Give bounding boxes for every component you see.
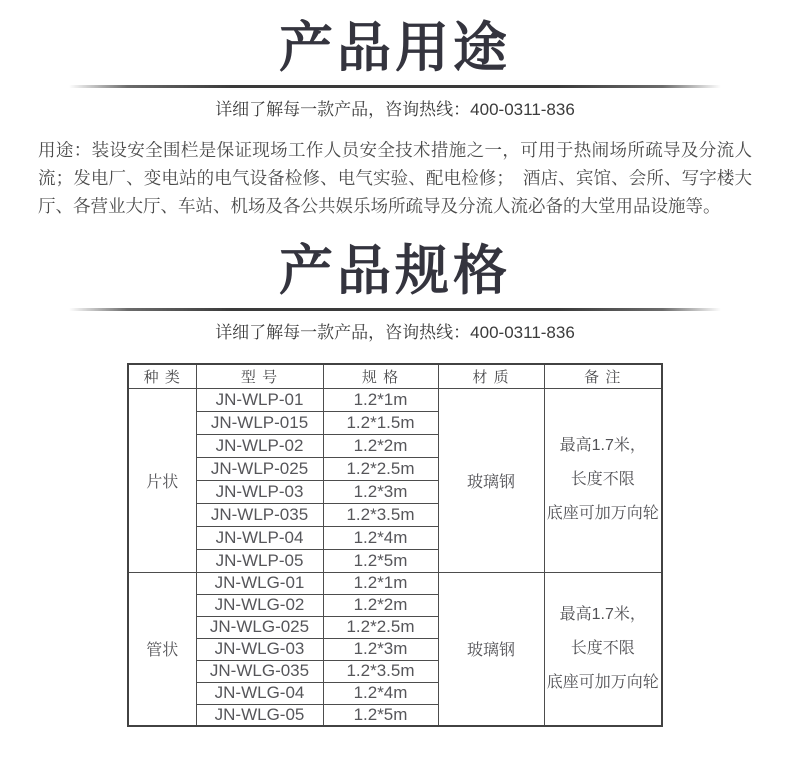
- material-cell: 玻璃钢: [438, 388, 544, 572]
- spec-section-title: 产品规格: [279, 241, 511, 302]
- model-cell: JN-WLG-03: [196, 638, 323, 660]
- spec-cell: 1.2*3m: [323, 638, 438, 660]
- note-cell: [544, 388, 662, 572]
- title-divider-line: [69, 85, 721, 88]
- note-line: 长度不限: [570, 639, 635, 657]
- spec-col-header: 型 号: [196, 364, 323, 388]
- spec-cell: 1.2*2m: [323, 434, 438, 457]
- model-cell: JN-WLP-025: [196, 457, 323, 480]
- category-cell: 片状: [128, 388, 196, 572]
- spec-cell: 1.2*2.5m: [323, 457, 438, 480]
- spec-cell: 1.2*3.5m: [323, 503, 438, 526]
- note-line: 最高1.7米，: [559, 605, 646, 623]
- spec-table: [127, 363, 663, 727]
- model-cell: JN-WLG-025: [196, 616, 323, 638]
- spec-cell: 1.2*5m: [323, 549, 438, 572]
- model-cell: JN-WLP-015: [196, 411, 323, 434]
- spec-cell: 1.2*2.5m: [323, 616, 438, 638]
- model-cell: JN-WLG-05: [196, 704, 323, 726]
- usage-section: [0, 0, 790, 220]
- spec-table-row: [128, 572, 662, 594]
- header-row: [128, 364, 662, 388]
- model-cell: JN-WLG-02: [196, 594, 323, 616]
- spec-cell: 1.2*3.5m: [323, 660, 438, 682]
- spec-cell: 1.2*4m: [323, 526, 438, 549]
- spec-cell: 1.2*1.5m: [323, 411, 438, 434]
- model-cell: JN-WLG-035: [196, 660, 323, 682]
- spec-cell: 1.2*2m: [323, 594, 438, 616]
- note-line: 底座可加万向轮: [546, 505, 659, 523]
- note-line: 长度不限: [570, 471, 635, 489]
- note-cell: [544, 572, 662, 726]
- spec-hotline-text: 详细了解每一款产品，咨询热线：400-0311-836: [215, 323, 575, 343]
- spec-cell: 1.2*4m: [323, 682, 438, 704]
- usage-hotline-text: 详细了解每一款产品，咨询热线：400-0311-836: [215, 100, 575, 120]
- spec-cell: 1.2*1m: [323, 572, 438, 594]
- spec-section: [0, 241, 790, 727]
- spec-table-header: [128, 364, 662, 388]
- spec-cell: 1.2*3m: [323, 480, 438, 503]
- model-cell: JN-WLG-01: [196, 572, 323, 594]
- model-cell: JN-WLP-03: [196, 480, 323, 503]
- spec-col-header: 材 质: [438, 364, 544, 388]
- model-cell: JN-WLP-01: [196, 388, 323, 411]
- material-cell: 玻璃钢: [438, 572, 544, 726]
- model-cell: JN-WLP-02: [196, 434, 323, 457]
- title-divider-line: [69, 308, 721, 311]
- category-cell: 管状: [128, 572, 196, 726]
- note-line: 最高1.7米，: [559, 437, 646, 455]
- spec-col-header: 规 格: [323, 364, 438, 388]
- model-cell: JN-WLP-04: [196, 526, 323, 549]
- model-cell: JN-WLG-04: [196, 682, 323, 704]
- spec-col-header: 备 注: [544, 364, 662, 388]
- model-cell: JN-WLP-035: [196, 503, 323, 526]
- usage-paragraph: 用途：装设安全围栏是保证现场工作人员安全技术措施之一，可用于热闹场所疏导及分流人流；发电厂、变电站的电气设备检修、电气实验、配电检修； 酒店、宾馆、会所、写字楼大厅、各营业大厅、车站、机场及各公共娱乐场所疏导及分流人流必备的大堂用品设施等。: [38, 140, 752, 217]
- usage-section-title: 产品用途: [279, 18, 511, 78]
- spec-col-header: 种 类: [128, 364, 196, 388]
- spec-table-row: [128, 388, 662, 411]
- spec-table-body: [128, 388, 662, 726]
- model-cell: JN-WLP-05: [196, 549, 323, 572]
- note-line: 底座可加万向轮: [546, 673, 659, 691]
- spec-cell: 1.2*5m: [323, 704, 438, 726]
- spec-cell: 1.2*1m: [323, 388, 438, 411]
